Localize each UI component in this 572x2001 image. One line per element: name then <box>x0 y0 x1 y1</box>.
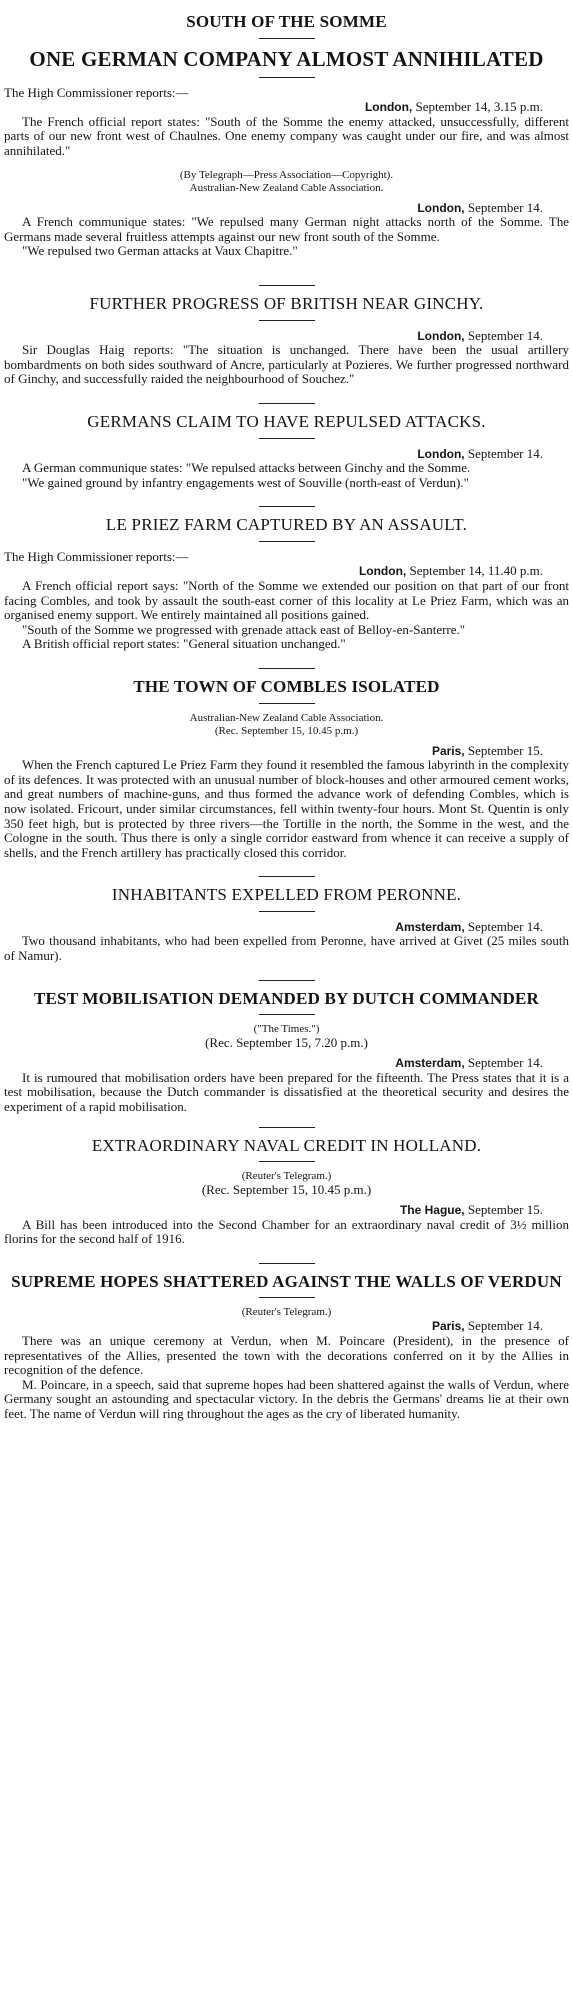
paragraph: It is rumoured that mobilisation orders have been prepared for the fifteenth. The Press states that it is a test mobilisation, because the Dutch commander is dissatisfied at the theoretical security and desires the experiment of a rapid mobilisation. <box>4 1069 569 1114</box>
dateline-place: London, <box>417 446 465 461</box>
divider <box>259 980 315 981</box>
divider <box>259 1161 315 1162</box>
divider <box>259 703 315 704</box>
divider <box>259 1127 315 1128</box>
intro-line: The High Commissioner reports:— <box>4 548 189 564</box>
article-le-priez-farm <box>4 515 569 652</box>
dateline-place: London, <box>358 564 407 579</box>
dateline <box>4 920 569 935</box>
divider <box>259 541 315 542</box>
dateline-date: September 15. <box>467 1202 543 1218</box>
article-naval-credit <box>4 1136 569 1247</box>
dateline <box>4 564 569 579</box>
divider <box>259 1263 315 1264</box>
dateline-date: September 14. <box>467 327 543 343</box>
dateline-place: Paris, <box>431 1319 465 1334</box>
dateline <box>4 744 569 759</box>
headline: TEST MOBILISATION DEMANDED BY DUTCH COMMANDER <box>33 988 540 1008</box>
dateline <box>4 201 569 216</box>
divider <box>259 1014 315 1015</box>
paragraph: Two thousand inhabitants, who had been expelled from Peronne, have arrived at Givet (25 miles south of Namur). <box>4 933 569 964</box>
dateline <box>4 1203 569 1218</box>
paragraph: "We repulsed two German attacks at Vaux Chapitre." <box>22 243 298 259</box>
credit-line: ("The Times.") <box>253 1023 320 1036</box>
article-german-company <box>4 47 569 259</box>
dateline-place: London, <box>417 200 465 215</box>
dateline-date: September 14, 11.40 p.m. <box>409 563 543 579</box>
credit-line: (Reuter's Telegram.) <box>241 1306 332 1319</box>
dateline-place: The Hague, <box>399 1203 465 1218</box>
page-header-title: SOUTH OF THE SOMME <box>186 12 387 31</box>
article-germans-claim <box>4 412 569 490</box>
divider <box>259 911 315 912</box>
credit-line: Australian-New Zealand Cable Association. <box>189 711 384 724</box>
paragraph: "South of the Somme we progressed with grenade attack east of Belloy-en-Santerre." <box>22 621 466 637</box>
paragraph: When the French captured Le Priez Farm they found it resembled the famous labyrinth in the complexity of its defences. It was protected with an unusual number of block-houses and other armoured cement works, and great numbers of machine-guns, and thus formed the advance work of defending Combles, which is now isolated. Fricourt, under similar circumstances, fell within twenty-four hours. Mont St. Quentin is only 350 feet high, but is protected by three rivers—the Tortille in the north, the Somme in the west, and the Cologne in the south. Thus there is only a single corridor eastward from whence it can receive a supply of shells, and the French artillery has practically closed this corridor. <box>4 757 569 860</box>
credit-line: (Rec. September 15, 10.45 p.m.) <box>201 1182 372 1198</box>
dateline-date: September 14. <box>467 445 543 461</box>
paragraph: A Bill has been introduced into the Second Chamber for an extraordinary naval credit of 3½ million florins for the second half of 1916. <box>4 1216 569 1247</box>
dateline-date: September 14. <box>467 1055 543 1071</box>
article-verdun <box>4 1272 569 1422</box>
credit-line: Australian-New Zealand Cable Association. <box>189 181 384 194</box>
article-combles <box>4 677 569 860</box>
dateline-place: Amsterdam, <box>395 919 465 934</box>
headline: INHABITANTS EXPELLED FROM PERONNE. <box>111 885 462 905</box>
dateline-date: September 14. <box>467 1318 543 1334</box>
paragraph: M. Poincare, in a speech, said that supreme hopes had been shattered against the walls of Verdun, where Germany sought an astounding and spectacular victory. In the debris the Germans' dreams lie at their own feet. The name of Verdun will ring throughout the ages as the cry of liberated humanity. <box>4 1376 569 1421</box>
paragraph: A German communique states: "We repulsed attacks between Ginchy and the Somme. <box>22 460 471 476</box>
dateline <box>4 1056 569 1071</box>
dateline-date: September 14. <box>467 918 543 934</box>
headline: SUPREME HOPES SHATTERED AGAINST THE WALLS OF VERDUN <box>11 1271 562 1291</box>
divider <box>259 506 315 507</box>
credit-line: (Rec. September 15, 10.45 p.m.) <box>214 724 359 737</box>
divider <box>259 876 315 877</box>
dateline-place: London, <box>364 100 413 115</box>
dateline <box>4 100 569 115</box>
divider <box>259 1297 315 1298</box>
headline: GERMANS CLAIM TO HAVE REPULSED ATTACKS. <box>87 411 486 431</box>
dateline <box>4 447 569 462</box>
divider <box>259 77 315 78</box>
credit-line: (By Telegraph—Press Association—Copyright). <box>179 168 394 181</box>
article-dutch-mobilisation <box>4 989 569 1115</box>
article-ginchy <box>4 294 569 387</box>
credit-line: (Reuter's Telegram.) <box>241 1170 332 1183</box>
intro-line: The High Commissioner reports:— <box>4 84 189 100</box>
paragraph: The French official report states: "South of the Somme the enemy attacked, unsuccessfully, different parts of our new front west of Chaulnes. One enemy company was caught under our fire, and was almost annihilated." <box>4 113 569 159</box>
headline: THE TOWN OF COMBLES ISOLATED <box>133 676 440 696</box>
dateline-date: September 15. <box>467 742 543 758</box>
headline: LE PRIEZ FARM CAPTURED BY AN ASSAULT. <box>105 515 468 535</box>
dateline-place: Amsterdam, <box>395 1056 465 1071</box>
article-peronne <box>4 885 569 963</box>
divider <box>259 403 315 404</box>
divider <box>259 285 315 286</box>
dateline-date: September 14. <box>467 199 543 215</box>
paragraph: A British official report states: "General situation unchanged." <box>22 636 346 652</box>
paragraph: Sir Douglas Haig reports: "The situation is unchanged. There have been the usual artillery bombardments on both sides southward of Ancre, particularly at Pozieres. We further progressed northward of Ginchy, and successfully raided the neighbourhood of Souchez." <box>4 342 569 387</box>
paragraph: A French official report says: "North of the Somme we extended our position on that part of our front facing Combles, and took by assault the south-east corner of this locality at Le Priez Farm, which was an organised enemy support. We entirely maintained all positions gained. <box>4 578 569 623</box>
paragraph: There was an unique ceremony at Verdun, when M. Poincare (President), in the presence of representatives of the Allies, presented the town with the decorations conferred on it by the Allies in recognition of the defence. <box>4 1333 569 1378</box>
dateline-place: Paris, <box>431 743 465 758</box>
headline: FURTHER PROGRESS OF BRITISH NEAR GINCHY. <box>89 294 484 314</box>
divider <box>259 668 315 669</box>
dateline-date: September 14, 3.15 p.m. <box>415 99 543 115</box>
divider <box>259 438 315 439</box>
credit-line: (Rec. September 15, 7.20 p.m.) <box>205 1035 368 1051</box>
dateline <box>4 1319 569 1334</box>
paragraph: A French communique states: "We repulsed many German night attacks north of the Somme. The Germans made several fruitless attempts against our new front south of the Somme. <box>4 214 569 244</box>
divider <box>259 38 315 39</box>
paragraph: "We gained ground by infantry engagements west of Souville (north-east of Verdun)." <box>22 474 469 490</box>
headline: ONE GERMAN COMPANY ALMOST ANNIHILATED <box>29 46 544 71</box>
divider <box>259 320 315 321</box>
dateline <box>4 329 569 344</box>
dateline-place: London, <box>417 328 465 343</box>
headline: EXTRAORDINARY NAVAL CREDIT IN HOLLAND. <box>91 1135 482 1155</box>
